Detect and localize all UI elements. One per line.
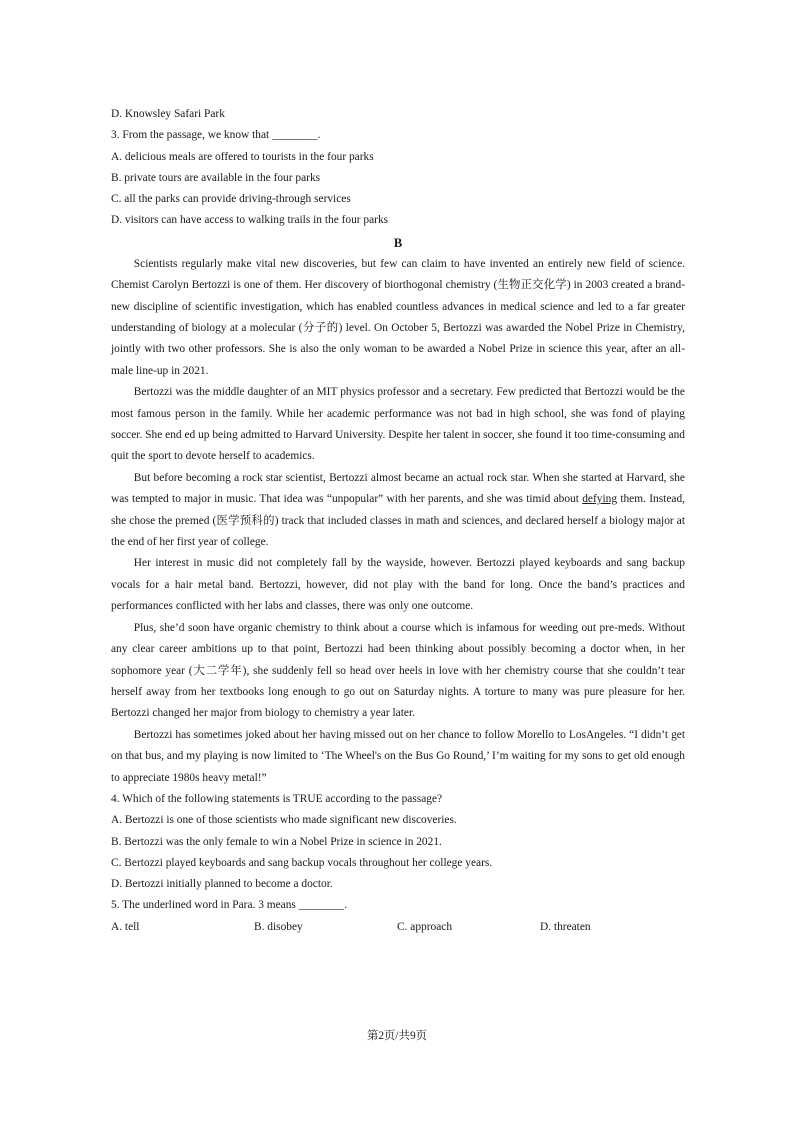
passage-paragraph-1: Scientists regularly make vital new discoveries, but few can claim to have invented an entirely new field of science. Chemist Carolyn Bertozzi is one of them. Her discovery of biorthogonal chemistry (生物正交化学) in 2003 created a brand-new discipline of scientific investigation, which has enabled countless advances in medical science and led to a far greater understanding of biology at a molecular (分子的) level. On October 5, Bertozzi was awarded the Nobel Prize in Chemistry, jointly with two other professors. She is also the only woman to be awarded a Nobel Prize in science this year, after an all-male line-up in 2021. — [111, 257, 685, 377]
question-5-options — [111, 917, 685, 938]
question-4-option-a: A. Bertozzi is one of those scientists who made significant new discoveries. — [111, 814, 457, 827]
question-4-option-d: D. Bertozzi initially planned to become a doctor. — [111, 878, 333, 891]
page-footer: 第2页/共9页 — [366, 1030, 428, 1042]
question-5-option-b: B. disobey — [254, 920, 303, 933]
question-5-stem: 5. The underlined word in Para. 3 means ________. — [111, 899, 348, 912]
passage-paragraph-6: Bertozzi has sometimes joked about her having missed out on her chance to follow Morello to LosAngeles. “I didn’t get on that bus, and my playing is now limited to ‘The Wheel's on the Bus Go Round,’ I’m waiting for my sons to get old enough to appreciate 1980s heavy metal!” — [111, 728, 685, 784]
question-3-option-d: D. visitors can have access to walking trails in the four parks — [111, 214, 389, 227]
underlined-word: defying — [582, 493, 618, 506]
exam-page — [111, 104, 685, 938]
question-2-option-d: D. Knowsley Safari Park — [111, 108, 225, 120]
question-3-option-c: C. all the parks can provide driving-through services — [111, 193, 351, 206]
question-4-option-c: C. Bertozzi played keyboards and sang backup vocals throughout her college years. — [111, 856, 493, 869]
question-5-option-a: A. tell — [111, 920, 140, 933]
question-5-option-c: C. approach — [397, 920, 453, 933]
passage-paragraph-4: Her interest in music did not completely fall by the wayside, however. Bertozzi played keyboards and sang backup vocals for a hair metal band. Bertozzi, however, did not play with the band for long. Once the band’s practices and performances conflicted with her labs and classes, there was only one outcome. — [111, 557, 685, 613]
question-4-option-b: B. Bertozzi was the only female to win a Nobel Prize in science in 2021. — [111, 835, 442, 848]
passage-paragraph-2: Bertozzi was the middle daughter of an MIT physics professor and a secretary. Few predicted that Bertozzi would be the most famous person in the family. While her academic performance was not bad in high school, she was fond of playing soccer. She end ed up being admitted to Harvard University. Despite her talent in soccer, she found it too time-consuming and quit the sport to devote herself to academics. — [111, 386, 685, 463]
question-3-option-a: A. delicious meals are offered to tourists in the four parks — [111, 150, 374, 163]
question-4-stem: 4. Which of the following statements is TRUE according to the passage? — [111, 792, 443, 805]
passage-paragraph-3 — [111, 468, 685, 554]
paragraph-3-text-before: But before becoming a rock star scientist, Bertozzi almost became an actual rock star. When she started at Harvard, she was tempted to major in music. That idea was “unpopular” with her parents, and she was timid about — [111, 471, 685, 506]
section-title: B — [393, 235, 403, 250]
question-3-stem: 3. From the passage, we know that ________. — [111, 129, 321, 142]
question-3-option-b: B. private tours are available in the four parks — [111, 171, 321, 184]
question-5-option-d: D. threaten — [540, 920, 591, 933]
passage-paragraph-5: Plus, she’d soon have organic chemistry to think about a course which is infamous for weeding out pre-meds. Without any clear career ambitions up to that point, Bertozzi had been thinking about possibly becoming a doctor when, in her sophomore year (大二学年), she suddenly fell so head over heels in love with her chemistry course that she couldn’t tear herself away from her textbooks long enough to go out on Saturday nights. A torture to many was pure pleasure for her. Bertozzi changed her major from biology to chemistry a year later. — [111, 621, 685, 720]
paragraph-3-text-after: them. Instead, she chose the premed (医学预科的) track that included classes in math and sciences, and declared herself a biology major at the end of her first year of college. — [111, 493, 685, 549]
